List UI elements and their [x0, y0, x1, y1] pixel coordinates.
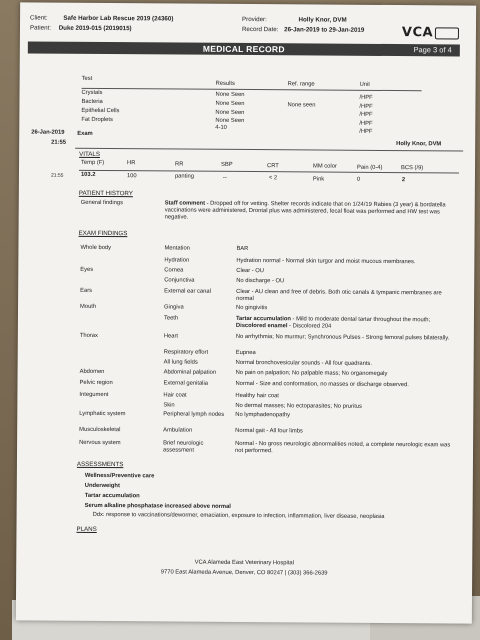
history-text — [165, 200, 461, 223]
finding-item: Ambulation — [163, 427, 193, 434]
vitals-header-pain: Pain (0-4) — [356, 164, 383, 171]
patient-value: Duke 2019-015 (2019015) — [58, 24, 132, 33]
exam-label: Exam — [77, 130, 93, 137]
vitals-time: 21:55 — [50, 172, 64, 179]
client-value: Safe Harbor Lab Rescue 2019 (24360) — [63, 14, 174, 23]
finding-item: All lung fields — [163, 359, 198, 366]
lab-result: None Seen — [215, 109, 245, 116]
vitals-header-bcs: BCS (/9) — [400, 165, 424, 172]
exam-time: 21:55 — [51, 139, 67, 146]
exam-findings-heading: EXAM FINDINGS — [78, 229, 128, 238]
exam-doctor: Holly Knor, DVM — [396, 141, 442, 148]
lab-header-results: Results — [215, 80, 235, 87]
vitals-rr: panting — [174, 173, 195, 180]
finding-text: Normal - No gross neurologic abnormalities noted, a complete neurologic exam was not performed. — [235, 440, 451, 455]
finding-region: Mouth — [80, 303, 97, 310]
vitals-header-sbp: SBP — [221, 161, 233, 168]
finding-item: Conjunctiva — [164, 277, 195, 284]
finding-region: Eyes — [80, 266, 94, 273]
finding-text: No discharge - OU — [236, 277, 285, 285]
finding-region: Integument — [79, 391, 109, 399]
finding-text: Healthy hair coat — [235, 392, 279, 400]
lab-result: None Seen — [215, 91, 245, 98]
lab-result: None Seen — [215, 117, 245, 124]
vitals-mm: Pink — [312, 176, 325, 183]
lab-header-test: Test — [81, 75, 93, 82]
finding-item: Mentation — [164, 245, 190, 252]
finding-item: Respiratory effort — [163, 349, 209, 356]
provider-line — [242, 16, 347, 25]
vitals-sbp: -- — [222, 174, 227, 181]
assessments-heading: ASSESSMENTS — [76, 460, 124, 469]
history-label: General findings — [80, 199, 124, 207]
us-map-icon — [435, 27, 459, 39]
footer-hospital: VCA Alameda East Veterinary Hospital — [194, 559, 294, 567]
history-heading: PATIENT HISTORY — [78, 189, 133, 198]
assessment-item: Wellness/Preventive care — [84, 472, 155, 480]
finding-text: Hydration normal - Normal skin turgor and moist mucous membranes. — [236, 257, 416, 266]
lab-result: 4-10 — [215, 124, 227, 131]
lab-header-ref: Ref. range — [287, 81, 315, 88]
finding-item: Abdominal palpation — [163, 369, 217, 376]
finding-text: No arrhythmia; No murmur; Synchronous Pulses - Strong femoral pulses bilaterally. — [235, 333, 450, 342]
provider-label: Provider: — [242, 15, 267, 24]
finding-text: Clear - OU — [236, 267, 265, 275]
vitals-heading: VITALS — [79, 150, 101, 158]
vitals-header-hr: HR — [127, 160, 136, 167]
finding-text — [236, 316, 460, 332]
lab-test: Crystals — [81, 89, 103, 96]
finding-region: Nervous system — [79, 439, 121, 447]
finding-item: External ear canal — [164, 288, 211, 295]
staff-comment-text: - Dropped off for vetting. Shelter records indicate that on 1/24/19 Rabies (3 year) & bordatella vaccinations were administered, Drontal plus was administered, fecal float was performed and HW test was negative. — [164, 200, 446, 221]
exam-rule — [75, 148, 463, 151]
title-bar — [28, 41, 460, 56]
page-number: Page 3 of 4 — [413, 45, 452, 55]
lab-test: Epithelial Cells — [81, 107, 120, 115]
lab-test: Bacteria — [81, 98, 103, 105]
vca-logo — [402, 25, 459, 40]
finding-text: BAR — [236, 245, 249, 253]
vitals-header-mm: MM color — [313, 163, 337, 170]
finding-region: Musculoskeletal — [79, 426, 121, 434]
exam-date: 26-Jan-2019 — [31, 129, 65, 136]
client-label: Client: — [30, 14, 48, 22]
finding-bold: Discolored enamel — [235, 322, 288, 330]
assessment-ddx: Ddx: response to vaccinations/dewormer, emaciation, exposure to infection, inflammation, liver disease, neoplasia — [92, 511, 385, 520]
finding-item: Skin — [163, 402, 175, 409]
finding-text: No pain on palpation; No palpable mass; No organomegaly — [235, 369, 388, 377]
finding-item: Peripheral lymph nodes — [163, 411, 225, 418]
staff-comment-label: Staff comment — [164, 200, 206, 207]
footer-address: 9770 East Alameda Avenue, Denver, CO 80247 | (303) 366-2639 — [160, 569, 328, 577]
assessment-item: Tartar accumulation — [84, 492, 140, 500]
finding-region: Thorax — [79, 332, 98, 339]
finding-detail: - Mild to moderate dental tartar throughout the mouth; — [290, 316, 431, 324]
finding-text: No gingivitis — [236, 304, 268, 312]
finding-text: Clear - AU clean and free of debris. Both otic canals & tympanic membranes are normal — [236, 288, 442, 303]
finding-item: Teeth — [163, 315, 179, 322]
vitals-pain: 0 — [356, 176, 361, 183]
finding-region: Abdomen — [79, 368, 105, 376]
lab-unit: /HPF — [359, 120, 373, 127]
finding-text: Normal - Size and conformation, no masses or discharge observed. — [235, 380, 409, 389]
vitals-hr: 100 — [126, 173, 137, 180]
lab-header-rule — [82, 88, 422, 91]
finding-item: Gingiva — [164, 304, 184, 311]
finding-item: Heart — [163, 333, 179, 340]
finding-bold: Tartar accumulation — [235, 315, 291, 323]
finding-item: Cornea — [164, 267, 184, 274]
finding-text: Normal gait - All four limbs — [235, 427, 303, 435]
finding-item: Hydration — [164, 257, 190, 264]
vitals-bcs: 2 — [401, 177, 406, 184]
vitals-header-crt: CRT — [267, 163, 279, 170]
finding-text: No dermal masses; No ectoparasites; No pruritus — [235, 402, 362, 410]
finding-region: Lymphatic system — [79, 410, 126, 418]
vitals-header-rr: RR — [175, 161, 184, 168]
finding-text: No lymphadenopathy — [235, 411, 291, 419]
finding-text: Eupnea — [235, 349, 256, 357]
lab-unit: /HPF — [359, 111, 373, 118]
finding-region: Pelvic region — [79, 379, 113, 387]
medical-record-page — [16, 2, 476, 623]
finding-detail: - Discolored 204 — [287, 323, 332, 330]
lab-test: Fat Droplets — [81, 116, 113, 124]
patient-label: Patient: — [29, 24, 51, 32]
plans-heading: PLANS — [76, 525, 97, 533]
vitals-header-temp: Temp (F) — [81, 159, 105, 167]
page-title: MEDICAL RECORD — [202, 43, 285, 55]
vitals-crt: < 2 — [268, 175, 278, 182]
record-date-value: 26-Jan-2019 to 29-Jan-2019 — [284, 26, 365, 34]
client-line — [30, 14, 173, 23]
lab-unit: /HPF — [359, 128, 373, 135]
finding-item: Hair coat — [163, 392, 187, 399]
lab-unit: /HPF — [359, 103, 373, 110]
record-date-label: Record Date: — [241, 25, 279, 34]
assessment-item: Underweight — [84, 482, 120, 490]
provider-value: Holly Knor, DVM — [298, 16, 347, 24]
assessment-item: Serum alkaline phosphatase increased above normal — [84, 502, 231, 510]
finding-text: Normal bronchovesicular sounds - All four quadrants. — [235, 359, 372, 367]
lab-ref: None seen — [287, 102, 316, 109]
patient-line — [30, 24, 132, 33]
finding-item: Brief neurologic assessment — [163, 440, 204, 454]
finding-region: Ears — [80, 287, 93, 294]
finding-item: External genitalia — [163, 380, 209, 387]
finding-region: Whole body — [80, 244, 112, 252]
logo-text: VCA — [401, 25, 434, 41]
lab-header-unit: Unit — [359, 81, 370, 88]
lab-result: None Seen — [215, 100, 245, 107]
vitals-temp: 103.2 — [80, 171, 96, 178]
record-date-line — [242, 26, 364, 35]
lab-unit: /HPF — [359, 94, 373, 101]
